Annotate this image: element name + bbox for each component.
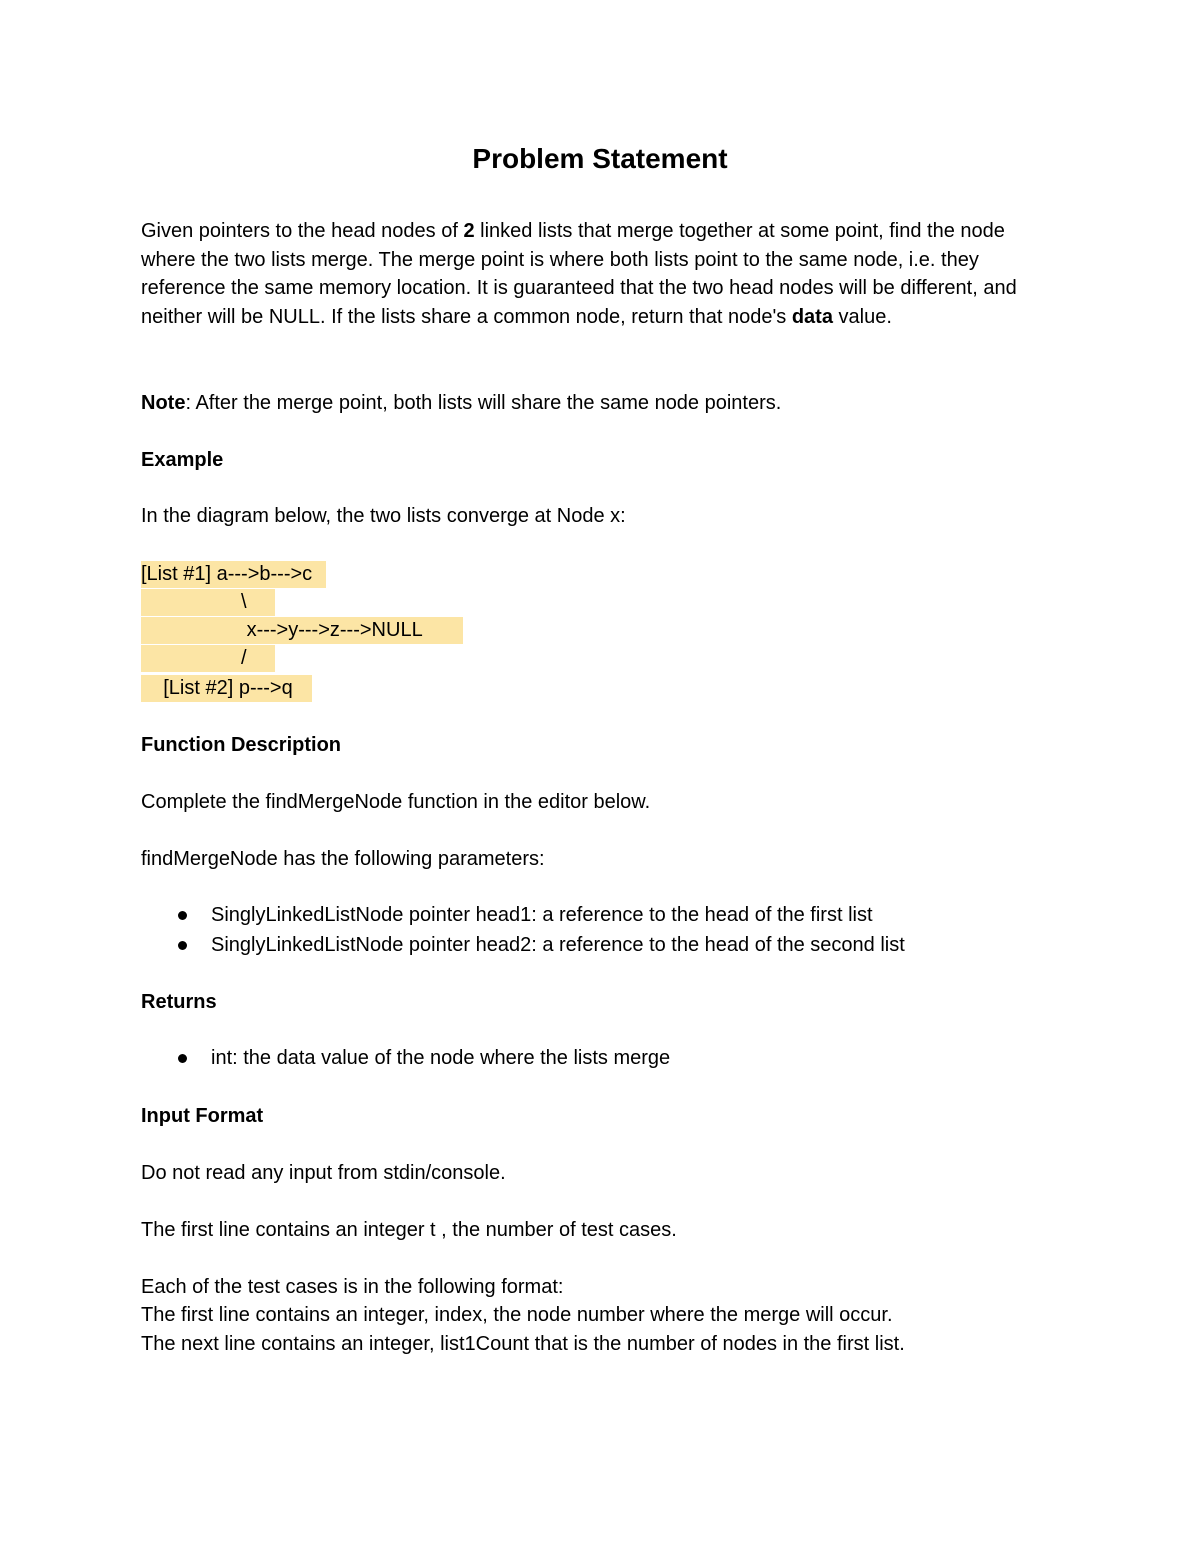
param-head2: SinglyLinkedListNode pointer head2: a reference to the head of the second list [211,933,905,956]
page-title: Problem Statement [472,143,728,174]
param-head1: SinglyLinkedListNode pointer head1: a reference to the head of the first list [211,904,873,926]
list-item [141,1044,670,1074]
list-item [141,931,905,961]
example-text: In the diagram below, the two lists converge at Node x: [141,505,626,527]
example-heading: Example [141,449,224,471]
bullet-icon [178,1054,187,1063]
note-text: : After the merge point, both lists will share the same node pointers. [185,392,782,414]
input-format-p3: Each of the test cases is in the following format: [141,1276,564,1298]
parameters-list [141,901,905,960]
diagram-line-2: \ [141,589,275,616]
intro-text-3: value. [832,305,892,328]
returns-list [141,1044,670,1074]
intro-text-2: linked lists that merge together at some point, find the node where the two lists merge. The merge point is where both lists point to the same node, i.e. they reference the same memory location. It is guaranteed that the two head nodes will be different, and neither will be NULL. If the lists share a common node, return that node's [141,220,1017,328]
intro-bold-data: data [791,305,833,328]
function-description-text: Complete the findMergeNode function in the editor below. [141,791,651,813]
bullet-icon [178,911,187,920]
list-item [141,901,905,931]
diagram-line-3: x--->y--->z--->NULL [141,617,463,644]
returns-heading: Returns [141,991,217,1013]
note-paragraph [141,389,1059,418]
note-label: Note [141,392,186,414]
diagram-line-5: [List #2] p--->q [141,675,312,702]
intro-paragraph [141,217,1059,331]
diagram-line-4: / [141,645,275,672]
parameters-intro: findMergeNode has the following parameters: [141,848,545,870]
input-format-heading: Input Format [141,1105,264,1127]
input-format-p5: The next line contains an integer, list1Count that is the number of nodes in the first list. [141,1333,905,1355]
diagram-line-1: [List #1] a--->b--->c [141,561,326,588]
input-format-p1: Do not read any input from stdin/console. [141,1162,506,1184]
input-format-p4: The first line contains an integer, index, the node number where the merge will occur. [141,1304,893,1326]
returns-item: int: the data value of the node where the lists merge [211,1047,671,1069]
intro-bold-count: 2 [463,220,475,242]
bullet-icon [178,941,187,950]
function-description-heading: Function Description [141,734,341,756]
input-format-p2: The first line contains an integer t , the number of test cases. [141,1219,677,1241]
intro-text-1: Given pointers to the head nodes of [141,220,464,242]
